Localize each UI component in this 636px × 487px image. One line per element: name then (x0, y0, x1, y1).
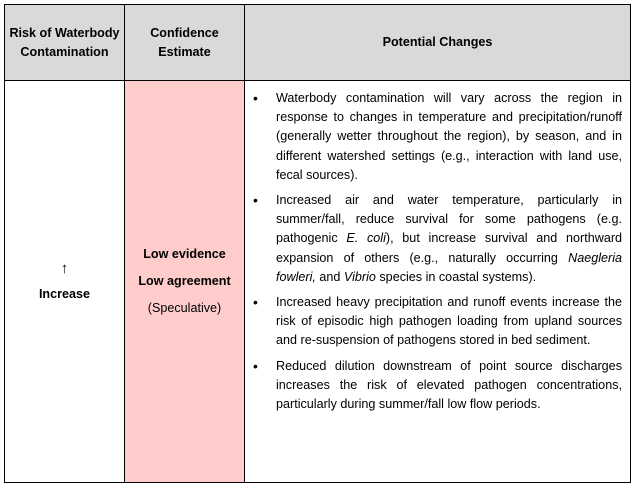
confidence-level: (Speculative) (147, 301, 222, 315)
body-row (5, 81, 631, 483)
pathogen-name: Naegleria fowleri, (276, 250, 622, 284)
change-text: ), but increase survival and northward expansion of others (e.g., naturally occurring (276, 231, 623, 265)
pathogen-name: Vibrio (343, 269, 376, 284)
changes-list (250, 89, 622, 414)
risk-label: Increase (38, 287, 91, 301)
header-confidence-label: Confidence Estimate (150, 25, 219, 59)
header-changes-label: Potential Changes (382, 35, 493, 49)
change-text: Reduced dilution downstream of point source discharges increases the risk of elevated pathogen concentrations, particularly during summer/fall low flow periods. (276, 358, 622, 412)
header-row (5, 5, 631, 81)
header-risk (5, 5, 125, 81)
change-text: species in coastal systems). (375, 269, 537, 284)
list-item (250, 293, 622, 351)
confidence-agreement: Low agreement (138, 274, 231, 288)
list-item (250, 357, 622, 415)
list-item (250, 191, 622, 287)
bullet-icon: • (253, 192, 258, 209)
header-confidence (125, 5, 245, 81)
risk-table (4, 4, 631, 483)
change-text: Increased air and water temperature, particularly in summer/fall, reduce survival for some pathogens (e.g. pathogenic (276, 193, 622, 246)
header-risk-label: Risk of Waterbody Contamination (9, 25, 120, 59)
change-text: and (315, 269, 344, 284)
changes-cell (245, 81, 631, 483)
risk-cell (5, 81, 125, 483)
confidence-cell (125, 81, 245, 483)
change-text: Waterbody contamination will vary across the region in response to changes in temperature and precipitation/runoff (generally wetter throughout the region), by season, and in different watershed settings (e.g., interaction with land use, fecal sources). (276, 91, 622, 182)
change-text: Increased heavy precipitation and runoff events increase the risk of episodic high pathogen loading from upland sources and re-suspension of pathogens stored in bed sediment. (276, 295, 622, 348)
up-arrow-icon: ↑ (60, 260, 69, 277)
bullet-icon: • (253, 357, 258, 374)
list-item (250, 89, 622, 185)
confidence-evidence: Low evidence (143, 247, 226, 261)
bullet-icon: • (253, 294, 258, 311)
header-changes (245, 5, 631, 81)
pathogen-name: E. coli (346, 231, 386, 246)
bullet-icon: • (253, 90, 258, 106)
